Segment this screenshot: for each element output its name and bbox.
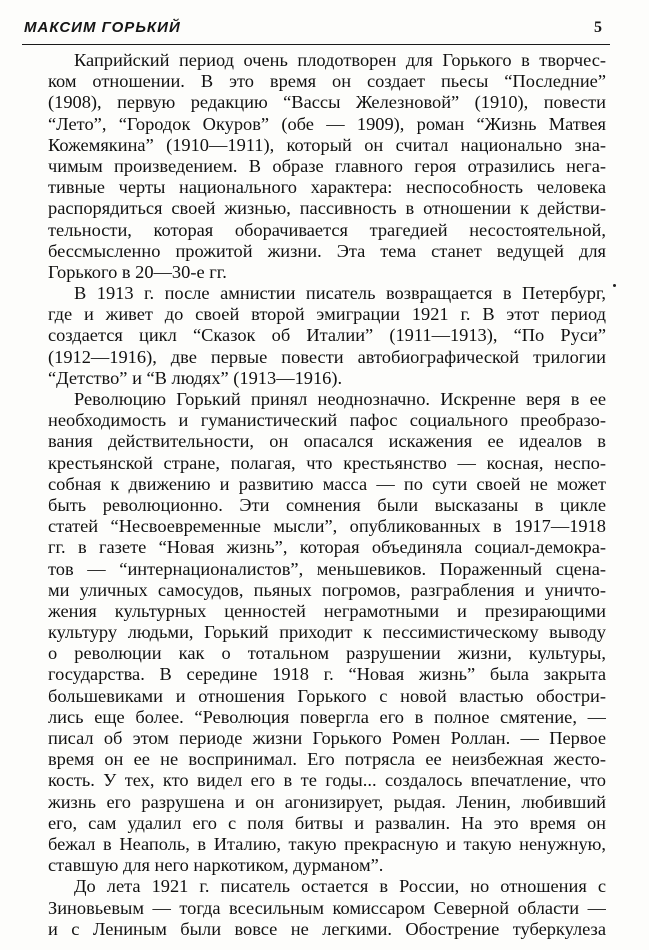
text-line: тивные черты национального характера: неспособность человека bbox=[48, 177, 606, 198]
text-line: большевиками и отношения Горького с новой властью обостри- bbox=[48, 685, 606, 706]
paragraph bbox=[22, 389, 606, 876]
paragraph bbox=[22, 876, 606, 940]
text-line: государства. В середине 1918 г. “Новая жизнь” была закрыта bbox=[48, 664, 606, 685]
text-line: тельности, которая оборачивается трагедией несостоятельной, bbox=[48, 219, 606, 240]
body-text bbox=[22, 50, 606, 940]
text-line: (1908), первую редакцию “Вассы Железновой” (1910), повести bbox=[48, 92, 606, 113]
text-line: время он ее не воспринимал. Его потрясла ее неизбежная жесто- bbox=[48, 749, 606, 770]
text-line: вания действительности, он опасался искажения ее идеалов в bbox=[48, 431, 606, 452]
text-line: Зиновьевым — тогда всесильным комиссаром Северной области — bbox=[48, 897, 606, 918]
page-header bbox=[22, 18, 610, 45]
page-number: 5 bbox=[594, 19, 602, 36]
text-line: лись еще более. “Революция повергла его в полное смятение, — bbox=[48, 706, 606, 727]
text-line: распорядиться своей жизнью, пассивность в отношении к действи- bbox=[48, 198, 606, 219]
text-line: бессмысленно прожитой жизни. Эта тема станет ведущей для bbox=[48, 240, 606, 261]
text-line: “Детство” и “В людях” (1913—1916). bbox=[48, 367, 343, 388]
text-line: “Лето”, “Городок Окуров” (обе — 1909), роман “Жизнь Матвея bbox=[48, 113, 606, 134]
text-line: бежал в Неаполь, в Италию, такую прекрасную и такую ненужную, bbox=[48, 833, 606, 854]
text-line: тов — “интернационалистов”, меньшевиков. Пораженный сцена- bbox=[48, 558, 606, 579]
print-speck bbox=[613, 284, 616, 287]
text-line: Горького в 20—30-е гг. bbox=[48, 261, 227, 282]
text-line: и с Лениным были вовсе не легкими. Обострение туберкулеза bbox=[48, 918, 606, 939]
text-line: необходимость и гуманистический пафос социального преобразо- bbox=[48, 410, 606, 431]
text-line: крестьянской стране, полагая, что крестьянство — косная, неспо- bbox=[48, 452, 606, 473]
text-line: писал об этом периоде жизни Горького Ромен Роллан. — Первое bbox=[48, 728, 606, 748]
text-line: Революцию Горький принял неоднозначно. Искренне веря в ее bbox=[74, 389, 606, 409]
text-line: В 1913 г. после амнистии писатель возвращается в Петербург, bbox=[74, 283, 606, 304]
text-line: кость. У тех, кто видел его в те годы... создалось впечатление, что bbox=[48, 770, 606, 791]
text-line: ми уличных самосудов, пьяных погромов, разграбления и уничто- bbox=[48, 579, 606, 600]
paragraph bbox=[22, 50, 606, 283]
text-line: ставшую для него наркотиком, дурманом”. bbox=[48, 855, 384, 876]
text-line: ком отношении. В это время он создает пьесы “Последние” bbox=[48, 71, 606, 92]
text-line: создается цикл “Сказок об Италии” (1911—1913), “По Руси” bbox=[48, 325, 606, 346]
text-line: его, сам удалил его с поля битвы и развалин. На это время он bbox=[48, 812, 606, 833]
text-line: До лета 1921 г. писатель остается в России, но отношения с bbox=[74, 876, 606, 897]
text-line: Каприйский период очень плодотворен для Горького в творчес- bbox=[74, 50, 606, 70]
text-line: культуру людьми, Горький приходит к пессимистическому выводу bbox=[48, 622, 606, 643]
text-line: жизнь его разрушена и он агонизирует, рыдая. Ленин, любивший bbox=[48, 791, 606, 812]
paragraph bbox=[22, 283, 606, 389]
text-line: (1912—1916), две первые повести автобиографической трилогии bbox=[48, 346, 606, 367]
text-line: гг. в газете “Новая жизнь”, которая объединяла социал-демокра- bbox=[48, 537, 606, 558]
text-line: о революции как о тотальном разрушении жизни, культуры, bbox=[48, 643, 606, 664]
text-line: собная к движению и развитию масса — по сути своей не может bbox=[48, 473, 606, 494]
running-head: МАКСИМ ГОРЬКИЙ bbox=[24, 19, 181, 36]
text-line: жения культурных ценностей неграмотными и презирающими bbox=[48, 600, 606, 621]
text-line: чимым произведением. В образе главного героя отразились нега- bbox=[48, 155, 606, 176]
text-line: быть революционно. Эти сомнения были высказаны в цикле bbox=[48, 494, 606, 515]
text-line: статей “Несвоевременные мысли”, опубликованных в 1917—1918 bbox=[48, 516, 606, 537]
text-line: где и живет до своей второй эмиграции 1921 г. В этот период bbox=[48, 304, 606, 325]
text-line: Кожемякина” (1910—1911), который он считал национально зна- bbox=[48, 134, 606, 155]
